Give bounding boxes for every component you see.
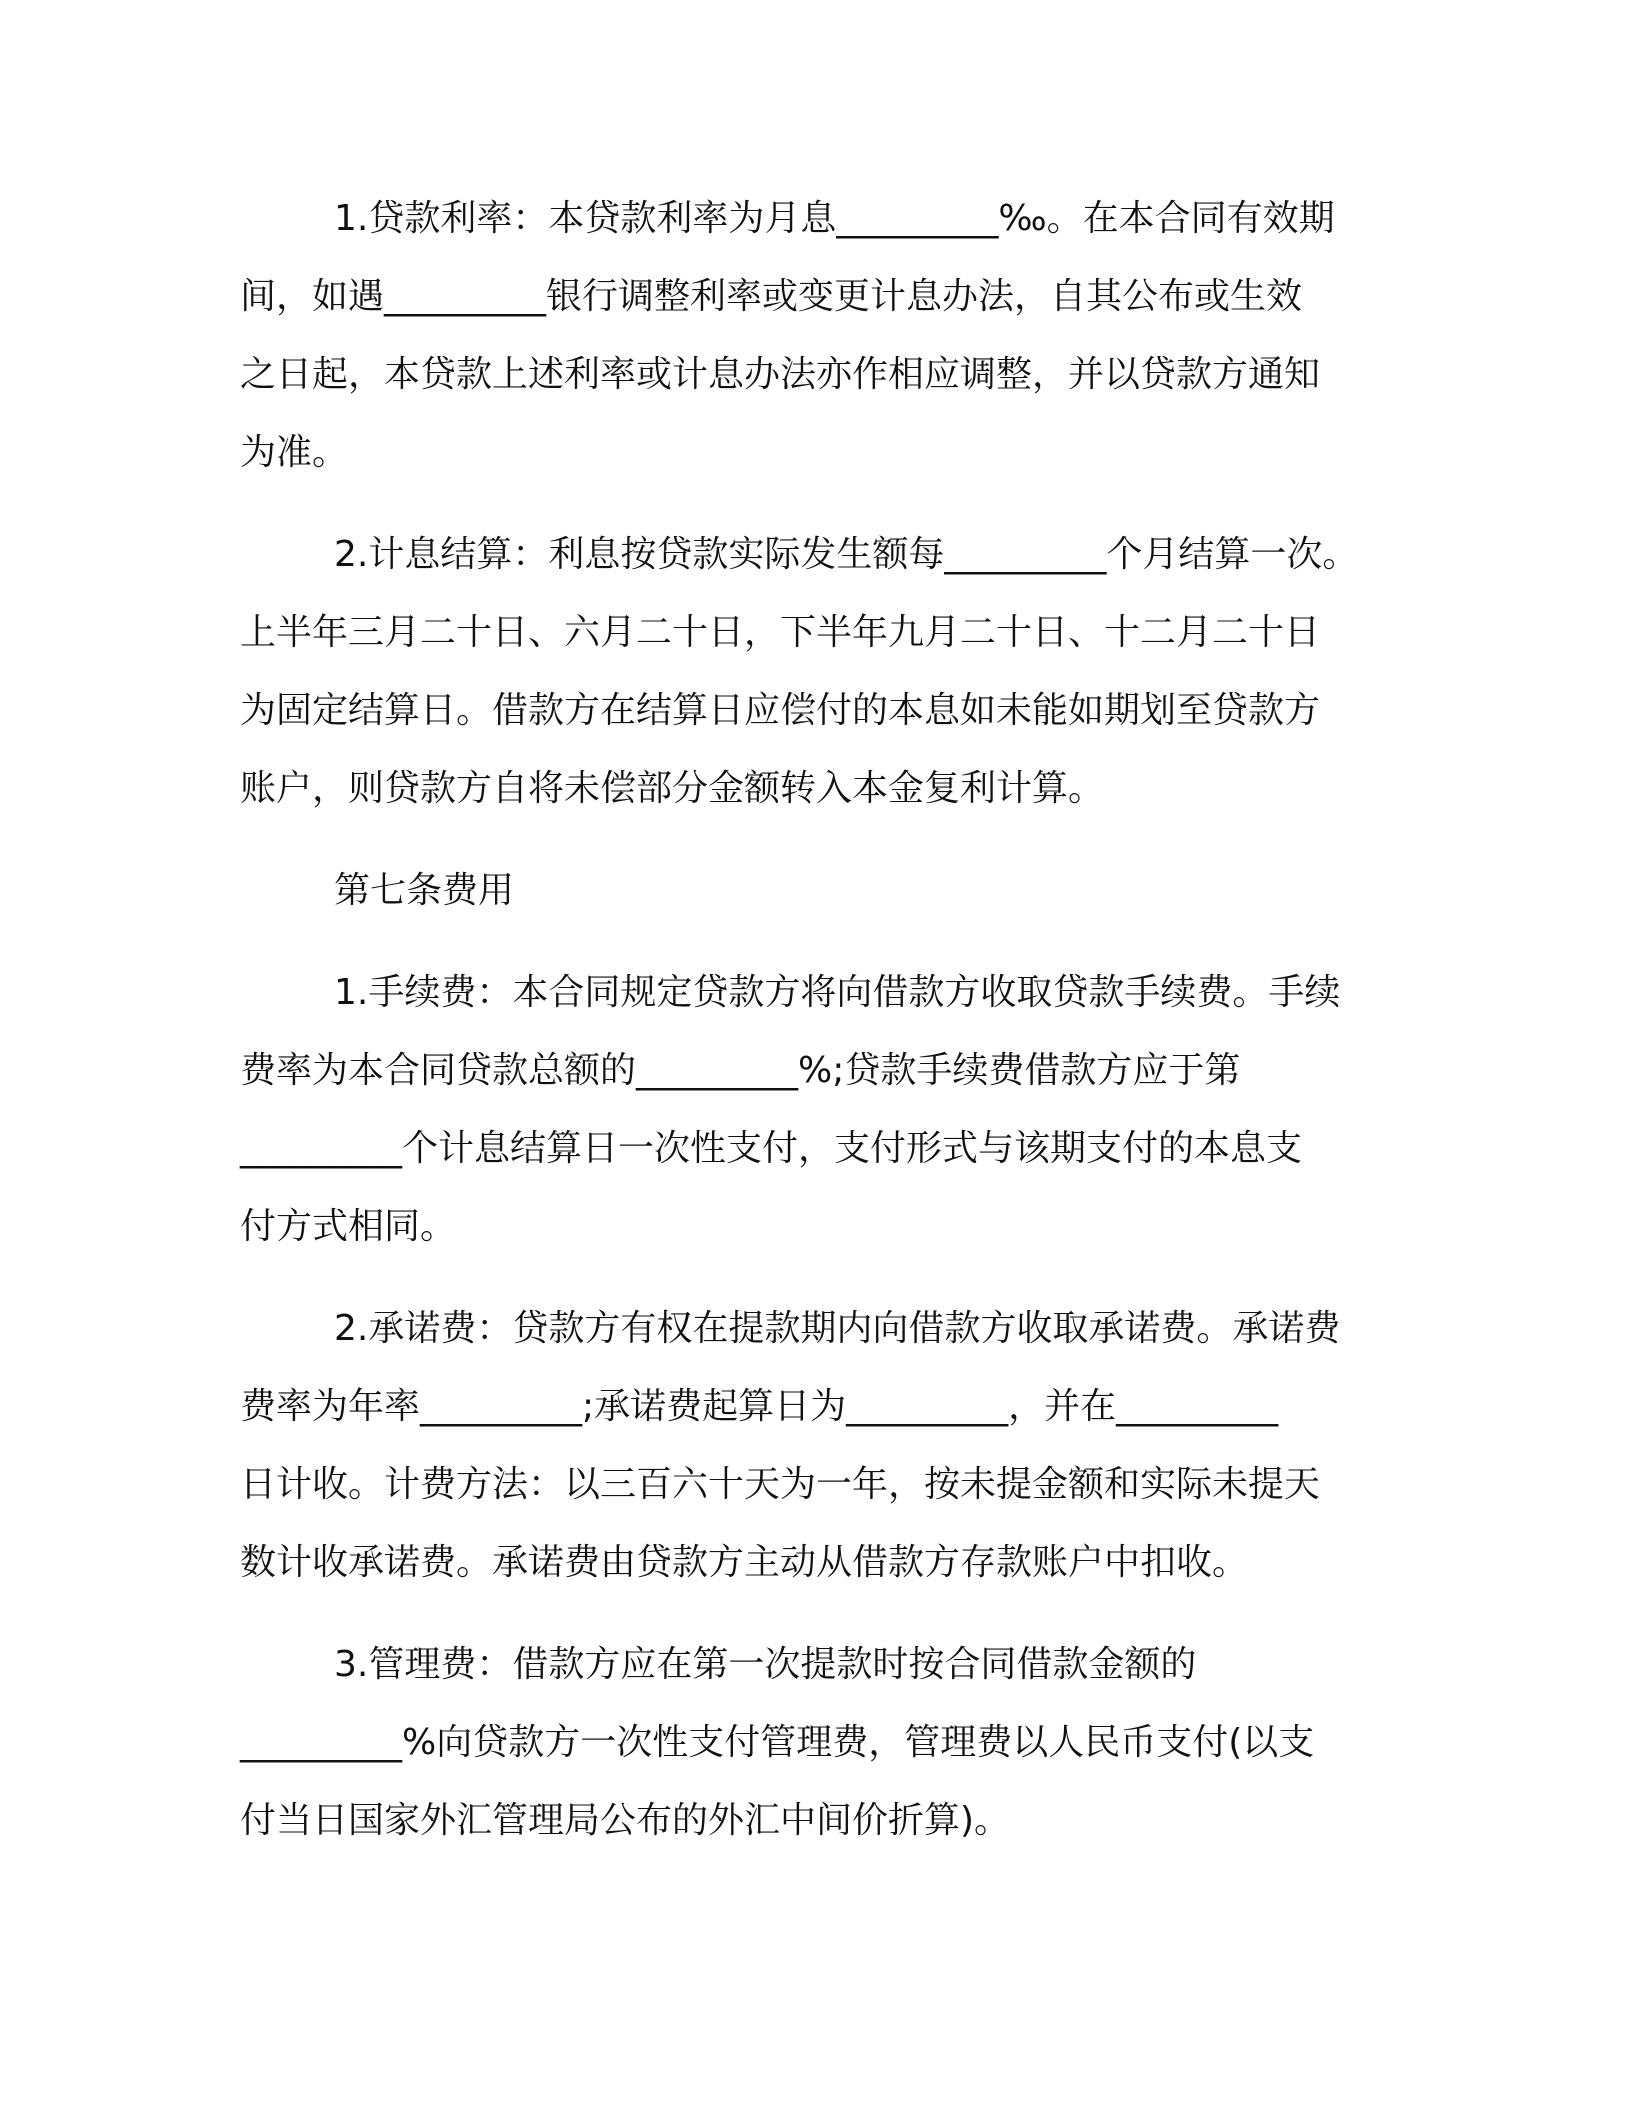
paragraph-gap [240, 492, 1390, 516]
document-line: 日计收。计费方法：以三百六十天为一年，按未提金额和实际未提天 [240, 1464, 1321, 1505]
document-line: 2.承诺费：贷款方有权在提款期内向借款方收取承诺费。承诺费 [334, 1308, 1341, 1349]
document-line: 1.贷款利率：本贷款利率为月息_________‰。在本合同有效期 [334, 198, 1335, 239]
document-line: 第七条费用 [334, 870, 515, 911]
document-line: 之日起，本贷款上述利率或计息办法亦作相应调整，并以贷款方通知 [240, 354, 1321, 395]
document-line: 1.手续费：本合同规定贷款方将向借款方收取贷款手续费。手续 [334, 972, 1341, 1013]
document-line: 为准。 [240, 432, 349, 473]
document-line: 费率为年率_________;承诺费起算日为_________，并在_________ [240, 1386, 1279, 1427]
document-line: _________个计息结算日一次性支付，支付形式与该期支付的本息支 [240, 1128, 1303, 1169]
document-line: 上半年三月二十日、六月二十日，下半年九月二十日、十二月二十日 [240, 612, 1321, 653]
document-line: 付方式相同。 [240, 1206, 457, 1247]
document-line: _________%向贷款方一次性支付管理费，管理费以人民币支付(以支 [240, 1722, 1315, 1763]
document-line: 3.管理费：借款方应在第一次提款时按合同借款金额的 [334, 1644, 1197, 1685]
paragraph-gap [240, 930, 1390, 954]
document-line: 数计收承诺费。承诺费由贷款方主动从借款方存款账户中扣收。 [240, 1542, 1249, 1583]
paragraph-gap [240, 1602, 1390, 1626]
document-line: 间，如遇_________银行调整利率或变更计息办法，自其公布或生效 [240, 276, 1303, 317]
paragraph-gap [240, 1266, 1390, 1290]
paragraph-gap [240, 828, 1390, 852]
document-body [240, 180, 1390, 1860]
document-line: 费率为本合同贷款总额的_________%;贷款手续费借款方应于第 [240, 1050, 1241, 1091]
document-line: 为固定结算日。借款方在结算日应偿付的本息如未能如期划至贷款方 [240, 690, 1321, 731]
document-line: 2.计息结算：利息按贷款实际发生额每_________个月结算一次。 [334, 534, 1359, 575]
document-line: 付当日国家外汇管理局公布的外汇中间价折算)。 [240, 1800, 1011, 1841]
document-line: 账户，则贷款方自将未偿部分金额转入本金复利计算。 [240, 768, 1105, 809]
